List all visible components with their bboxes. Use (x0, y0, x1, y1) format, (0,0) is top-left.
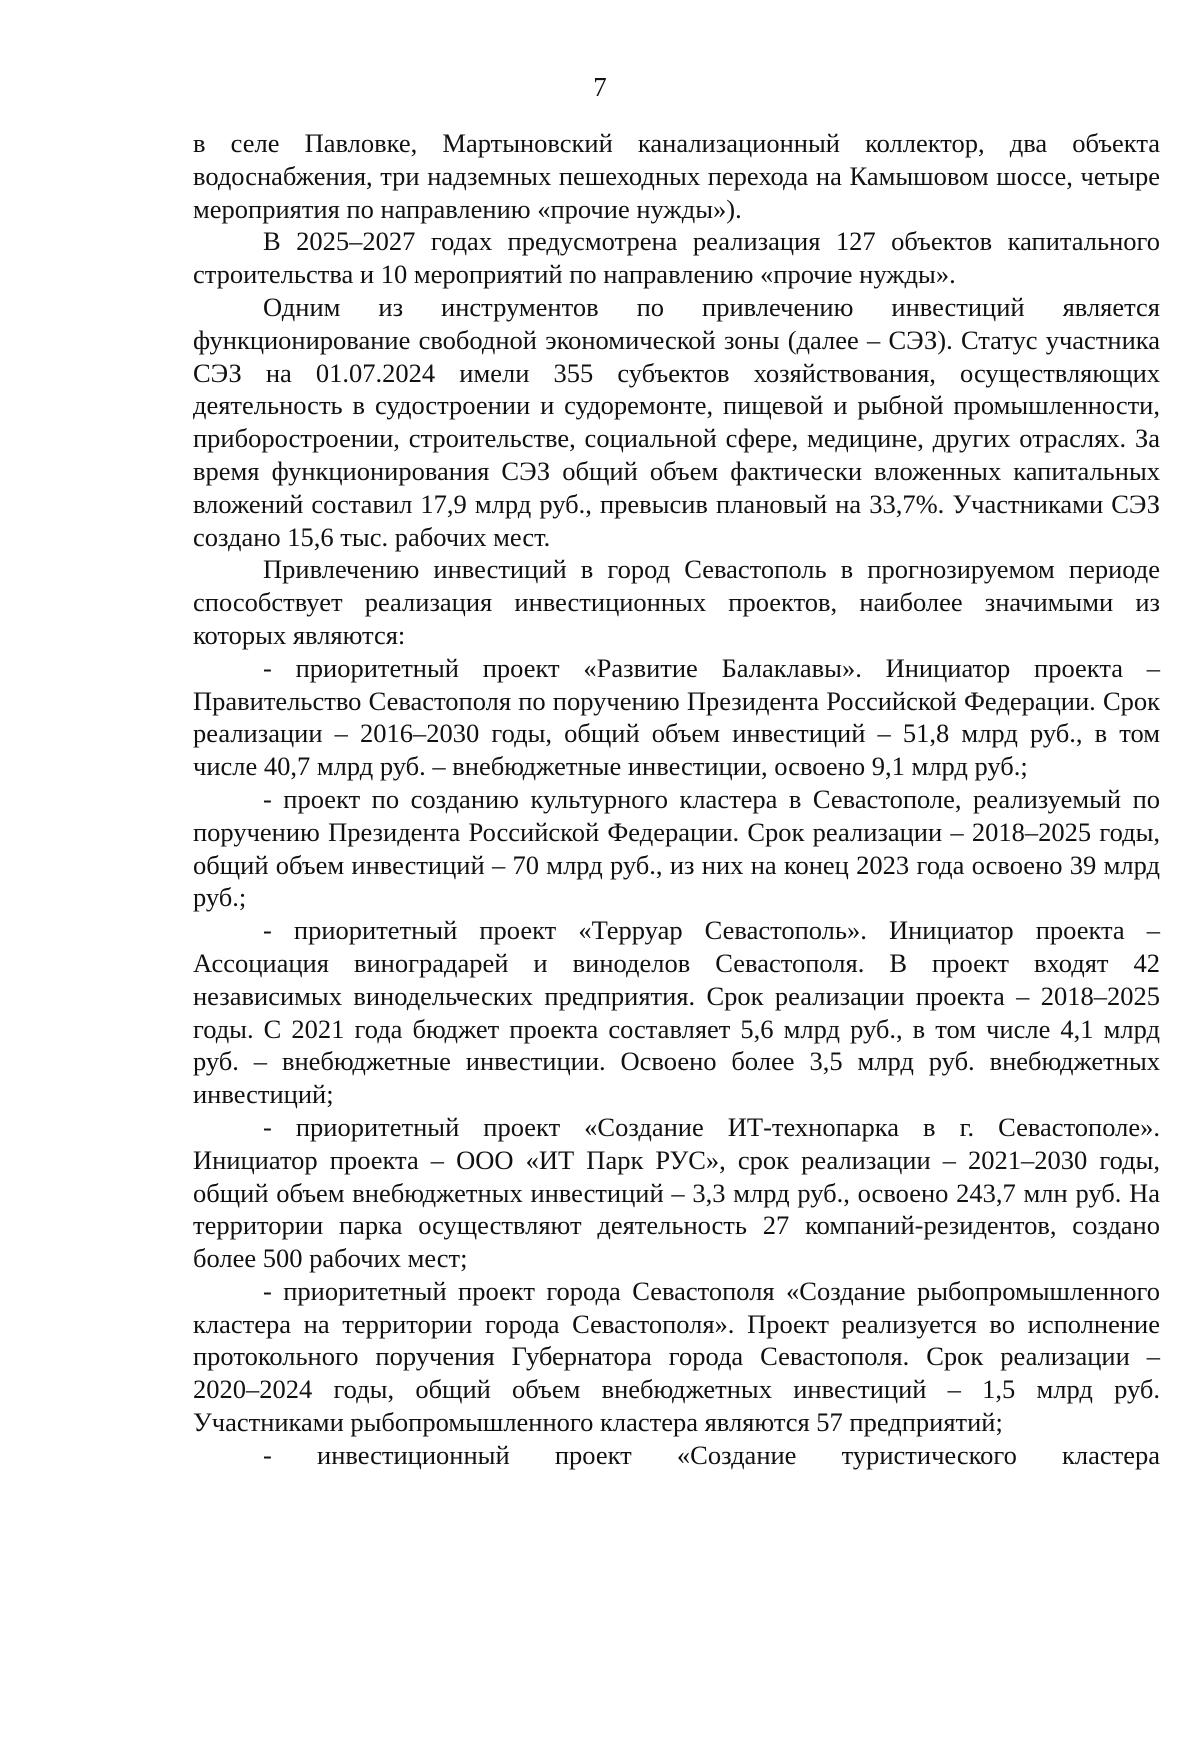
list-item-cultural-cluster: - проект по созданию культурного кластера в Севастополе, реализуемый по поручению Президента Российской Федерации. Срок реализации – 2018–2025 годы, общий объем инвестиций – 70 млрд руб., из них на конец 2023 года освоено 39 млрд руб.; (193, 783, 1160, 913)
document-body (193, 127, 1160, 1472)
list-item-tourist-cluster: - инвестиционный проект «Создание туристического кластера (263, 1439, 1160, 1470)
page-number: 7 (593, 72, 607, 102)
paragraph-planned-objects: В 2025–2027 годах предусмотрена реализация 127 объектов капитального строительства и 10 мероприятий по направлению «прочие нужды». (193, 226, 1160, 290)
paragraph-investment-projects-intro: Привлечению инвестиций в город Севастополь в прогнозируемом периоде способствует реализация инвестиционных проектов, наиболее значимыми из которых являются: (193, 554, 1160, 650)
list-item-balaklava: - приоритетный проект «Развитие Балаклавы». Инициатор проекта – Правительство Севастополя по поручению Президента Российской Федерации. Срок реализации – 2016–2030 годы, общий объем инвестиций – 51,8 млрд руб., в том числе 40,7 млрд руб. – внебюджетные инвестиции, освоено 9,1 млрд руб.; (193, 652, 1160, 782)
list-item-terroir-sevastopol: - приоритетный проект «Терруар Севастополь». Инициатор проекта – Ассоциация виноградарей и виноделов Севастополя. В проект входят 42 независимых винодельческих предприятия. Срок реализации проекта – 2018–2025 годы. С 2021 года бюджет проекта составляет 5,6 млрд руб., в том числе 4,1 млрд руб. – внебюджетные инвестиции. Освоено более 3,5 млрд руб. внебюджетных инвестиций; (193, 915, 1160, 1110)
list-item-it-technopark: - приоритетный проект «Создание ИТ-технопарка в г. Севастополе». Инициатор проекта – ООО «ИТ Парк РУС», срок реализации – 2021–2030 годы, общий объем внебюджетных инвестиций – 3,3 млрд руб., освоено 243,7 млн руб. На территории парка осуществляют деятельность 27 компаний-резидентов, создано более 500 рабочих мест; (193, 1111, 1160, 1274)
paragraph-continuation: в селе Павловке, Мартыновский канализационный коллектор, два объекта водоснабжения, три надземных пешеходных перехода на Камышовом шоссе, четыре мероприятия по направлению «прочие нужды»). (193, 128, 1160, 224)
paragraph-free-economic-zone: Одним из инструментов по привлечению инвестиций является функционирование свободной экономической зоны (далее – СЭЗ). Статус участника СЭЗ на 01.07.2024 имели 355 субъектов хозяйствования, осуществляющих деятельность в судостроении и судоремонте, пищевой и рыбной промышленности, приборостроении, строительстве, социальной сфере, медицине, других отраслях. За время функционирования СЭЗ общий объем фактически вложенных капитальных вложений составил 17,9 млрд руб., превысив плановый на 33,7%. Участниками СЭЗ создано 15,6 тыс. рабочих мест. (193, 291, 1160, 552)
list-item-fishery-cluster: - приоритетный проект города Севастополя «Создание рыбопромышленного кластера на территории города Севастополя». Проект реализуется во исполнение протокольного поручения Губернатора города Севастополя. Срок реализации – 2020–2024 годы, общий объем внебюджетных инвестиций – 1,5 млрд руб. Участниками рыбопромышленного кластера являются 57 предприятий; (193, 1275, 1160, 1438)
